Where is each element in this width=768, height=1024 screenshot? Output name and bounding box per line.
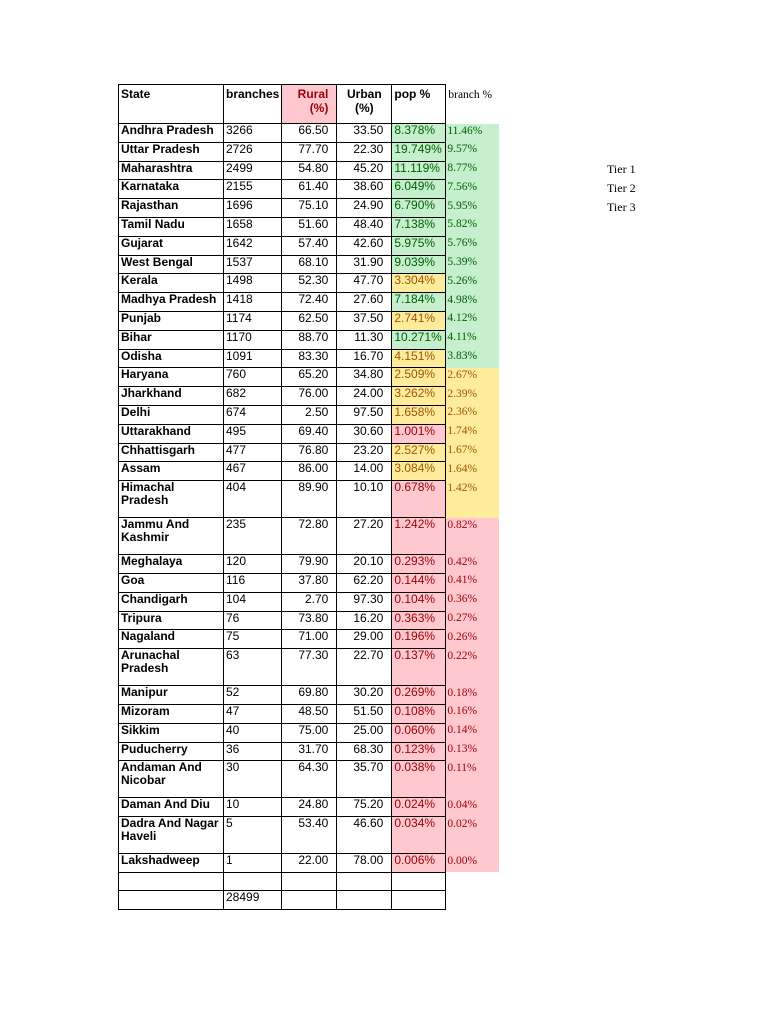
cell-pop-pct: 0.024% xyxy=(392,798,446,817)
cell-urban: 34.80 xyxy=(337,368,392,387)
cell-branches: 104 xyxy=(224,592,282,611)
cell-rural: 77.70 xyxy=(282,142,337,161)
table-row xyxy=(119,686,500,705)
cell-branches: 1658 xyxy=(224,217,282,236)
table-row xyxy=(119,199,500,218)
cell-branch-pct: 9.57% xyxy=(446,142,500,161)
cell-urban: 31.90 xyxy=(337,255,392,274)
cell-branch-pct: 5.39% xyxy=(446,255,500,274)
cell-pop-pct: 1.242% xyxy=(392,518,446,555)
cell-branches: 2499 xyxy=(224,161,282,180)
cell-pop-pct: 0.144% xyxy=(392,573,446,592)
cell-branches: 477 xyxy=(224,443,282,462)
table-row xyxy=(119,592,500,611)
cell-state: Lakshadweep xyxy=(119,854,224,873)
cell-rural: 72.80 xyxy=(282,518,337,555)
cell-rural: 72.40 xyxy=(282,293,337,312)
empty-row xyxy=(119,872,500,890)
cell-state: Andaman And Nicobar xyxy=(119,761,224,798)
cell-urban: 20.10 xyxy=(337,555,392,574)
cell-state: Meghalaya xyxy=(119,555,224,574)
cell-branch-pct: 7.56% xyxy=(446,180,500,199)
table-row xyxy=(119,330,500,349)
cell-branches: 760 xyxy=(224,368,282,387)
cell-rural: 88.70 xyxy=(282,330,337,349)
empty-cell xyxy=(282,872,337,890)
table-row xyxy=(119,142,500,161)
cell-branches: 47 xyxy=(224,704,282,723)
table-body xyxy=(119,124,500,910)
cell-urban: 16.20 xyxy=(337,611,392,630)
cell-urban: 33.50 xyxy=(337,124,392,143)
table-row xyxy=(119,217,500,236)
cell-urban: 97.30 xyxy=(337,592,392,611)
cell-branches: 1537 xyxy=(224,255,282,274)
cell-state: Rajasthan xyxy=(119,199,224,218)
cell-pop-pct: 9.039% xyxy=(392,255,446,274)
cell-pop-pct: 0.293% xyxy=(392,555,446,574)
cell-branch-pct: 4.98% xyxy=(446,293,500,312)
cell-branches: 1 xyxy=(224,854,282,873)
cell-branch-pct: 2.67% xyxy=(446,368,500,387)
cell-rural: 66.50 xyxy=(282,124,337,143)
cell-rural: 54.80 xyxy=(282,161,337,180)
cell-branch-pct: 0.18% xyxy=(446,686,500,705)
cell-state: Karnataka xyxy=(119,180,224,199)
table-row xyxy=(119,555,500,574)
cell-urban: 37.50 xyxy=(337,311,392,330)
cell-urban: 10.10 xyxy=(337,481,392,518)
cell-rural: 51.60 xyxy=(282,217,337,236)
cell-state: Uttarakhand xyxy=(119,424,224,443)
table-row xyxy=(119,798,500,817)
header-state: State xyxy=(119,85,224,124)
cell-urban: 78.00 xyxy=(337,854,392,873)
cell-branches: 1696 xyxy=(224,199,282,218)
cell-branches: 75 xyxy=(224,630,282,649)
table-row xyxy=(119,761,500,798)
cell-branch-pct: 1.64% xyxy=(446,462,500,481)
cell-rural: 76.00 xyxy=(282,387,337,406)
cell-branch-pct: 2.36% xyxy=(446,405,500,424)
table-row xyxy=(119,368,500,387)
cell-state: Manipur xyxy=(119,686,224,705)
cell-branches: 52 xyxy=(224,686,282,705)
cell-branch-pct: 2.39% xyxy=(446,387,500,406)
cell-state: Punjab xyxy=(119,311,224,330)
cell-state: Goa xyxy=(119,573,224,592)
cell-urban: 47.70 xyxy=(337,274,392,293)
table-row xyxy=(119,180,500,199)
cell-pop-pct: 0.678% xyxy=(392,481,446,518)
cell-pop-pct: 8.378% xyxy=(392,124,446,143)
cell-pop-pct: 5.975% xyxy=(392,236,446,255)
cell-urban: 23.20 xyxy=(337,443,392,462)
cell-branches: 1498 xyxy=(224,274,282,293)
cell-urban: 29.00 xyxy=(337,630,392,649)
cell-state: Tamil Nadu xyxy=(119,217,224,236)
cell-branches: 2155 xyxy=(224,180,282,199)
cell-state: Andhra Pradesh xyxy=(119,124,224,143)
state-branches-table xyxy=(118,84,500,910)
cell-branch-pct: 0.22% xyxy=(446,649,500,686)
cell-branch-pct: 0.36% xyxy=(446,592,500,611)
empty-cell xyxy=(337,872,392,890)
cell-urban: 62.20 xyxy=(337,573,392,592)
cell-pop-pct: 7.138% xyxy=(392,217,446,236)
cell-state: West Bengal xyxy=(119,255,224,274)
cell-rural: 71.00 xyxy=(282,630,337,649)
cell-state: Kerala xyxy=(119,274,224,293)
cell-branch-pct: 0.26% xyxy=(446,630,500,649)
cell-rural: 75.00 xyxy=(282,723,337,742)
table-row xyxy=(119,311,500,330)
table-row xyxy=(119,462,500,481)
cell-urban: 22.30 xyxy=(337,142,392,161)
cell-rural: 2.50 xyxy=(282,405,337,424)
cell-branch-pct: 5.95% xyxy=(446,199,500,218)
cell-branch-pct: 0.02% xyxy=(446,817,500,854)
cell-urban: 38.60 xyxy=(337,180,392,199)
cell-pop-pct: 2.741% xyxy=(392,311,446,330)
cell-state: Assam xyxy=(119,462,224,481)
cell-urban: 11.30 xyxy=(337,330,392,349)
cell-pop-pct: 0.006% xyxy=(392,854,446,873)
cell-branches: 40 xyxy=(224,723,282,742)
cell-rural: 48.50 xyxy=(282,704,337,723)
header-branches: branches xyxy=(224,85,282,124)
cell-rural: 61.40 xyxy=(282,180,337,199)
cell-pop-pct: 0.060% xyxy=(392,723,446,742)
cell-branch-pct: 0.82% xyxy=(446,518,500,555)
cell-branches: 674 xyxy=(224,405,282,424)
table-row xyxy=(119,161,500,180)
cell-rural: 37.80 xyxy=(282,573,337,592)
cell-branches: 1174 xyxy=(224,311,282,330)
cell-branch-pct: 3.83% xyxy=(446,349,500,368)
cell-rural: 53.40 xyxy=(282,817,337,854)
cell-rural: 64.30 xyxy=(282,761,337,798)
cell-branch-pct: 4.11% xyxy=(446,330,500,349)
cell-branch-pct: 0.11% xyxy=(446,761,500,798)
table-row xyxy=(119,817,500,854)
cell-branches: 3266 xyxy=(224,124,282,143)
cell-pop-pct: 0.269% xyxy=(392,686,446,705)
table-row xyxy=(119,293,500,312)
cell-branch-pct: 4.12% xyxy=(446,311,500,330)
table-row xyxy=(119,854,500,873)
cell-pop-pct: 19.749% xyxy=(392,142,446,161)
cell-state: Daman And Diu xyxy=(119,798,224,817)
cell-urban: 30.60 xyxy=(337,424,392,443)
cell-state: Delhi xyxy=(119,405,224,424)
cell-urban: 14.00 xyxy=(337,462,392,481)
cell-pop-pct: 2.509% xyxy=(392,368,446,387)
cell-branch-pct: 11.46% xyxy=(446,124,500,143)
cell-branch-pct: 1.67% xyxy=(446,443,500,462)
cell-pop-pct: 0.363% xyxy=(392,611,446,630)
tier-2-label: Tier 2 xyxy=(607,181,636,195)
cell-pop-pct: 3.262% xyxy=(392,387,446,406)
table-row xyxy=(119,649,500,686)
cell-rural: 65.20 xyxy=(282,368,337,387)
cell-branch-pct: 8.77% xyxy=(446,161,500,180)
cell-branches: 76 xyxy=(224,611,282,630)
cell-branches: 1091 xyxy=(224,349,282,368)
cell-rural: 83.30 xyxy=(282,349,337,368)
cell-state: Madhya Pradesh xyxy=(119,293,224,312)
table-row xyxy=(119,274,500,293)
cell-branches: 404 xyxy=(224,481,282,518)
cell-state: Sikkim xyxy=(119,723,224,742)
empty-cell xyxy=(446,890,500,909)
cell-pop-pct: 1.658% xyxy=(392,405,446,424)
tier-1-label: Tier 1 xyxy=(607,162,636,176)
cell-urban: 22.70 xyxy=(337,649,392,686)
cell-branch-pct: 0.14% xyxy=(446,723,500,742)
cell-pop-pct: 0.038% xyxy=(392,761,446,798)
cell-urban: 75.20 xyxy=(337,798,392,817)
header-urban: Urban (%) xyxy=(337,85,392,124)
cell-state: Chhattisgarh xyxy=(119,443,224,462)
cell-pop-pct: 11.119% xyxy=(392,161,446,180)
cell-urban: 25.00 xyxy=(337,723,392,742)
cell-branches: 495 xyxy=(224,424,282,443)
cell-urban: 16.70 xyxy=(337,349,392,368)
total-branches: 28499 xyxy=(224,890,282,909)
empty-cell xyxy=(392,890,446,909)
cell-branch-pct: 0.00% xyxy=(446,854,500,873)
table-row xyxy=(119,518,500,555)
cell-rural: 2.70 xyxy=(282,592,337,611)
cell-branches: 467 xyxy=(224,462,282,481)
table-row xyxy=(119,236,500,255)
table-row xyxy=(119,349,500,368)
cell-pop-pct: 4.151% xyxy=(392,349,446,368)
table-row xyxy=(119,255,500,274)
cell-rural: 24.80 xyxy=(282,798,337,817)
cell-branch-pct: 0.42% xyxy=(446,555,500,574)
cell-pop-pct: 6.790% xyxy=(392,199,446,218)
cell-urban: 24.90 xyxy=(337,199,392,218)
cell-branches: 120 xyxy=(224,555,282,574)
empty-cell xyxy=(119,872,224,890)
cell-rural: 73.80 xyxy=(282,611,337,630)
cell-state: Jammu And Kashmir xyxy=(119,518,224,555)
cell-branch-pct: 5.76% xyxy=(446,236,500,255)
cell-pop-pct: 0.034% xyxy=(392,817,446,854)
cell-branches: 10 xyxy=(224,798,282,817)
cell-urban: 35.70 xyxy=(337,761,392,798)
table-row xyxy=(119,611,500,630)
empty-cell xyxy=(446,872,500,890)
cell-urban: 27.60 xyxy=(337,293,392,312)
cell-urban: 48.40 xyxy=(337,217,392,236)
cell-rural: 77.30 xyxy=(282,649,337,686)
cell-state: Puducherry xyxy=(119,742,224,761)
empty-cell xyxy=(119,890,224,909)
table-row xyxy=(119,630,500,649)
cell-branch-pct: 5.26% xyxy=(446,274,500,293)
cell-rural: 76.80 xyxy=(282,443,337,462)
cell-pop-pct: 6.049% xyxy=(392,180,446,199)
cell-pop-pct: 2.527% xyxy=(392,443,446,462)
table-row xyxy=(119,443,500,462)
table-row xyxy=(119,387,500,406)
cell-state: Odisha xyxy=(119,349,224,368)
cell-urban: 45.20 xyxy=(337,161,392,180)
cell-branch-pct: 0.16% xyxy=(446,704,500,723)
table-row xyxy=(119,481,500,518)
cell-rural: 69.40 xyxy=(282,424,337,443)
cell-rural: 57.40 xyxy=(282,236,337,255)
cell-branches: 63 xyxy=(224,649,282,686)
table-row xyxy=(119,405,500,424)
cell-state: Jharkhand xyxy=(119,387,224,406)
cell-state: Tripura xyxy=(119,611,224,630)
empty-cell xyxy=(337,890,392,909)
cell-rural: 62.50 xyxy=(282,311,337,330)
table-row xyxy=(119,573,500,592)
cell-rural: 22.00 xyxy=(282,854,337,873)
cell-branches: 1170 xyxy=(224,330,282,349)
table-row xyxy=(119,723,500,742)
tier-3-label: Tier 3 xyxy=(607,200,636,214)
cell-branch-pct: 1.42% xyxy=(446,481,500,518)
cell-pop-pct: 0.104% xyxy=(392,592,446,611)
cell-rural: 69.80 xyxy=(282,686,337,705)
cell-branch-pct: 0.13% xyxy=(446,742,500,761)
cell-pop-pct: 1.001% xyxy=(392,424,446,443)
cell-branches: 1642 xyxy=(224,236,282,255)
cell-rural: 89.90 xyxy=(282,481,337,518)
empty-cell xyxy=(392,872,446,890)
cell-state: Chandigarh xyxy=(119,592,224,611)
cell-branches: 682 xyxy=(224,387,282,406)
cell-rural: 79.90 xyxy=(282,555,337,574)
cell-branches: 1418 xyxy=(224,293,282,312)
cell-branches: 2726 xyxy=(224,142,282,161)
cell-state: Dadra And Nagar Haveli xyxy=(119,817,224,854)
tier-legend xyxy=(607,160,636,217)
cell-state: Himachal Pradesh xyxy=(119,481,224,518)
cell-branches: 36 xyxy=(224,742,282,761)
cell-branch-pct: 0.41% xyxy=(446,573,500,592)
header-rural: Rural (%) xyxy=(282,85,337,124)
cell-pop-pct: 0.196% xyxy=(392,630,446,649)
cell-urban: 42.60 xyxy=(337,236,392,255)
cell-branches: 116 xyxy=(224,573,282,592)
cell-rural: 31.70 xyxy=(282,742,337,761)
cell-urban: 97.50 xyxy=(337,405,392,424)
cell-state: Arunachal Pradesh xyxy=(119,649,224,686)
cell-pop-pct: 0.108% xyxy=(392,704,446,723)
table-row xyxy=(119,704,500,723)
cell-state: Maharashtra xyxy=(119,161,224,180)
cell-branch-pct: 0.04% xyxy=(446,798,500,817)
cell-urban: 68.30 xyxy=(337,742,392,761)
cell-state: Mizoram xyxy=(119,704,224,723)
empty-cell xyxy=(282,890,337,909)
total-row xyxy=(119,890,500,909)
cell-state: Uttar Pradesh xyxy=(119,142,224,161)
cell-branches: 30 xyxy=(224,761,282,798)
cell-urban: 24.00 xyxy=(337,387,392,406)
cell-pop-pct: 0.123% xyxy=(392,742,446,761)
cell-state: Haryana xyxy=(119,368,224,387)
cell-rural: 68.10 xyxy=(282,255,337,274)
table-row xyxy=(119,742,500,761)
cell-branches: 5 xyxy=(224,817,282,854)
cell-urban: 27.20 xyxy=(337,518,392,555)
cell-urban: 51.50 xyxy=(337,704,392,723)
table-row xyxy=(119,124,500,143)
cell-pop-pct: 3.304% xyxy=(392,274,446,293)
cell-pop-pct: 0.137% xyxy=(392,649,446,686)
cell-pop-pct: 10.271% xyxy=(392,330,446,349)
cell-urban: 46.60 xyxy=(337,817,392,854)
table-row xyxy=(119,424,500,443)
header-branch-pct: branch % xyxy=(448,88,493,101)
cell-branches: 235 xyxy=(224,518,282,555)
cell-pop-pct: 7.184% xyxy=(392,293,446,312)
empty-cell xyxy=(224,872,282,890)
cell-rural: 75.10 xyxy=(282,199,337,218)
cell-branch-pct: 0.27% xyxy=(446,611,500,630)
cell-branch-pct: 1.74% xyxy=(446,424,500,443)
cell-pop-pct: 3.084% xyxy=(392,462,446,481)
cell-state: Gujarat xyxy=(119,236,224,255)
header-pop-pct: pop % xyxy=(392,85,446,124)
cell-state: Nagaland xyxy=(119,630,224,649)
cell-rural: 86.00 xyxy=(282,462,337,481)
cell-state: Bihar xyxy=(119,330,224,349)
cell-rural: 52.30 xyxy=(282,274,337,293)
cell-urban: 30.20 xyxy=(337,686,392,705)
cell-branch-pct: 5.82% xyxy=(446,217,500,236)
